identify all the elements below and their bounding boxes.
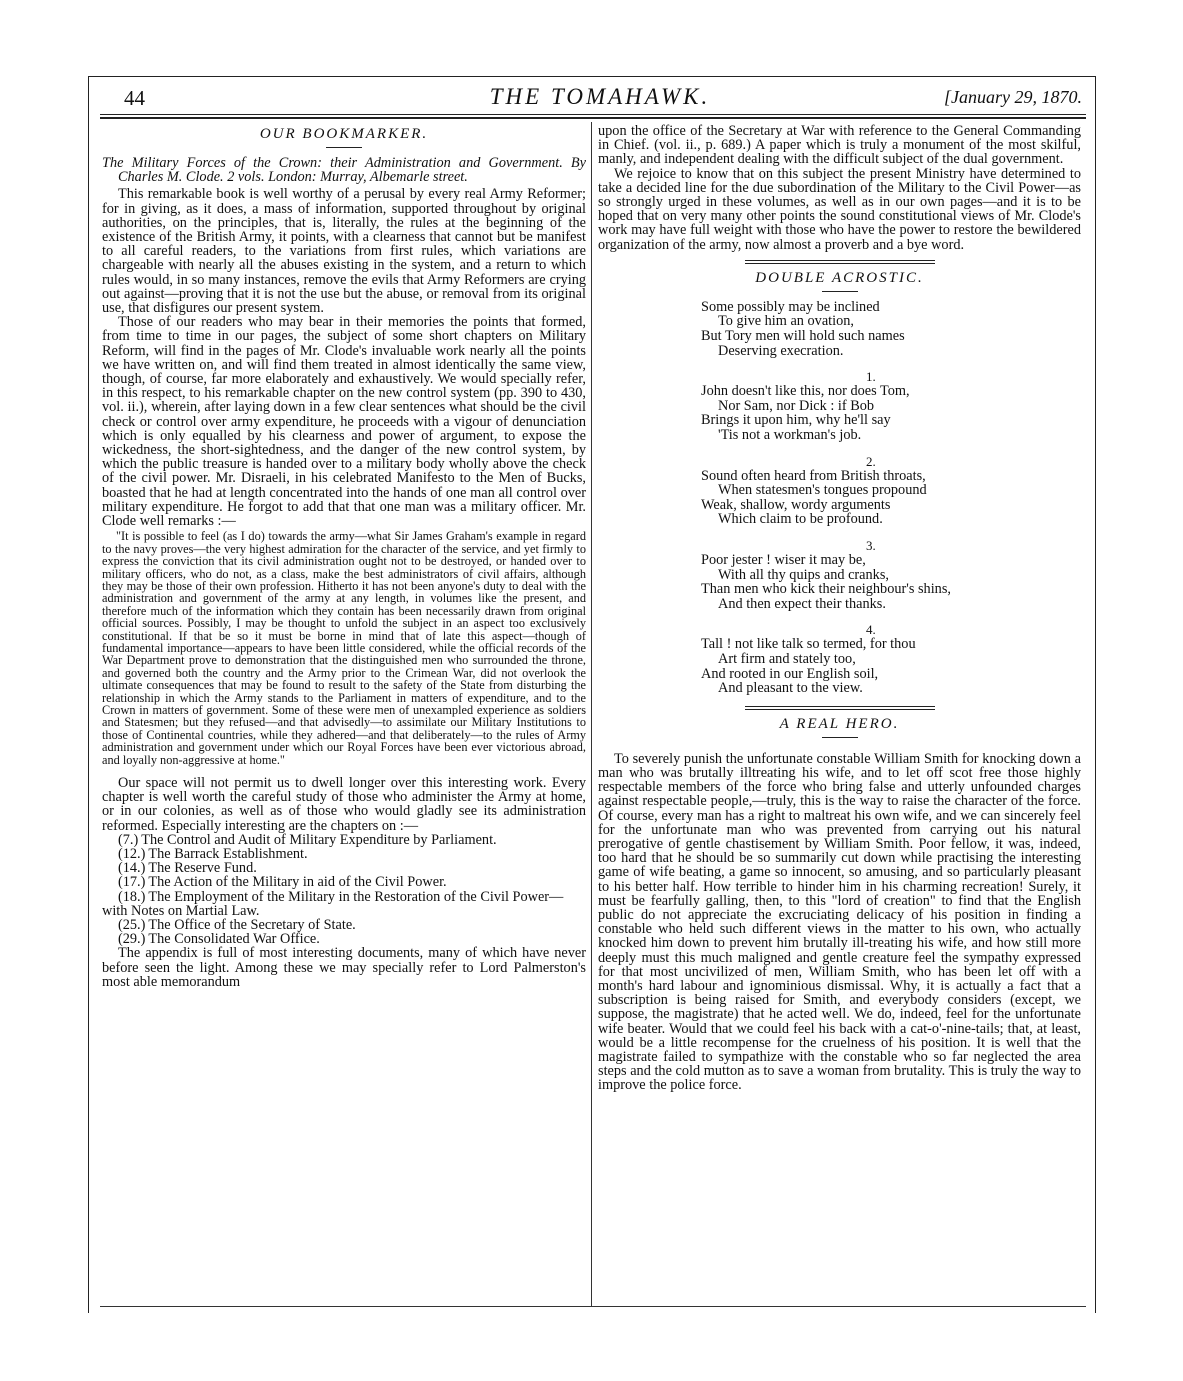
list-item: (18.) The Employment of the Military in the Restoration of the Civil Power—with Notes on Martial Law. xyxy=(102,888,564,919)
stanza-number: 1. xyxy=(866,369,876,385)
poem-line: Art firm and stately too, xyxy=(718,650,856,667)
poem-line: John doesn't like this, nor does Tom, xyxy=(701,383,910,400)
acrostic-poem xyxy=(598,300,1081,696)
column-divider xyxy=(591,122,592,1307)
hero-article: To severely punish the unfortunate constable William Smith for knocking down a man who was brutally illtreating his wife, and to let off scot free those highly respectable members of the force who bring false and utterly unfounded charges against respectable people,—truly, this is the way to raise the character of the force. Of course, every man has a right to maltreat his own wife, and we can sincerely feel for the unfortunate man who was prevented from carrying out his natural prerogative of gentle chastisement by William Smith. Poor fellow, it was, indeed, too hard that he should be so summarily cut down while practising the interesting game of wife beating, a game so innocent, so amusing, and so particularly pleasant to his better half. How terrible to hinder him in his charming recreation! Surely, it must be fearfully galling, then, to this "lord of creation" to find that the English public do not appreciate the excruciating delicacy of his position in finding a constable who held such different views in the matter to his own, who actually knocked him down to prevent him brutally ill-treating his wife, and how still more deeply must this much maligned and gentle creature feel the sympathy expressed for that most uncivilized of men, William Smith, who has been let off with a month's hard labour and ignominious dismissal. Why, it is actually a fact that a subscription is being raised for Smith, and everybody considers (except, we suppose, the magistrate) that he acted well. We do, indeed, feel for the unfortunate wife beater. Would that we could feel his back with a cat-o'-nine-tails; that, at least, would be a little recompense for the cruelness of his position. It is well that the magistrate failed to sympathize with the constable who so far neglected the area steps and the cold mutton as to save a woman from brutality. This is truly the way to improve the police force. xyxy=(598,750,1081,1094)
list-item: (25.) The Office of the Secretary of State. xyxy=(118,917,356,934)
acrostic-heading: DOUBLE ACROSTIC. xyxy=(755,269,924,286)
poem-line: Tall ! not like talk so termed, for thou xyxy=(701,636,916,653)
bookmarker-paragraph-3: Our space will not permit us to dwell longer over this interesting work. Every chapter is well worth the careful study of those who administer the Army at home, or in our colonies, as well as of those who would gladly see its administration reformed. Especially interesting are the chapters on :— xyxy=(102,775,586,834)
page-header xyxy=(118,84,1082,112)
bookmarker-paragraph-1: This remarkable book is well worthy of a perusal by every real Army Reformer; for in giving, as it does, a mass of information, supported throughout by original authorities, on the principles, that is, literally, the rules at the beginning of the existence of the British Army, it points, with a clearness that cannot but be manifest to all careful readers, to the variations from first rules, which variations are chargeable with nearly all the abuses existing in the system, and a return to which rules would, in so many instances, remove the evils that Army Reformers are crying out against—proving that it is not the use but the abuse, or removal from its original use, that disfigures our present system. xyxy=(102,186,586,317)
list-item: (14.) The Reserve Fund. xyxy=(118,860,257,877)
poem-line: And pleasant to the view. xyxy=(718,680,863,697)
list-item: (12.) The Barrack Establishment. xyxy=(118,846,308,863)
stanza-number: 2. xyxy=(866,453,876,469)
bookmarker-final: We rejoice to know that on this subject the present Ministry have determined to take a decided line for the due subordination of the Military to the Civil Power—as so strongly urged in these volumes, as well as in our own pages—and it is to be hoped that on very many other points the sound constitutional views of Mr. Clode's work may have full weight with those who have the power to restore the bewildered organization of the army, now almost a proverb and a bye word. xyxy=(598,165,1081,253)
bookmarker-closing: The appendix is full of most interesting documents, many of which have never before seen the light. Among these we may specially refer to Lord Palmerston's most able memorandum xyxy=(102,945,586,990)
header-rule xyxy=(100,114,1086,115)
poem-line: Some possibly may be inclined xyxy=(701,298,880,315)
poem-line: But Tory men will hold such names xyxy=(701,328,905,345)
stanza-number: 3. xyxy=(866,537,876,553)
heading-underline xyxy=(326,147,362,148)
header-rule-thick xyxy=(100,117,1086,119)
bookmarker-paragraph-2: Those of our readers who may bear in their memories the points that formed, from time to time in our pages, the subject of some short chapters on Military Reform, will find in the pages of Mr. Clode's invaluable work nearly all the points we have written on, and will find them treated in almost identically the same view, though, of course, far more elaborately and exhaustively. We would specially refer, in this respect, to his remarkable chapter on the new control system (pp. 390 to 430, vol. ii.), wherein, after laying down in a few clear sentences what should be the civil check or control over army expenditure, he proceeds with a vigour of denunciation which is only equalled by his clearness and power of argument, to expose the wickedness, the short-sightedness, and the danger of the new control system, by which the public treasure is handed over to a military body wholly above the check of the civil power. Mr. Disraeli, in his celebrated Manifesto to the Men of Bucks, boasted that he had at length concentrated into the hands of one man all control over military expenditure. He forgot to add that that one man was a military officer. Mr. Clode well remarks :— xyxy=(102,314,586,530)
poem-line: And then expect their thanks. xyxy=(718,595,886,612)
poem-line: To give him an ovation, xyxy=(718,313,854,330)
poem-line: Weak, shallow, wordy arguments xyxy=(701,496,891,513)
page-number: 44 xyxy=(124,86,145,110)
footer-rule xyxy=(100,1306,1086,1307)
poem-line: Deserving execration. xyxy=(718,342,844,359)
stanza-number: 4. xyxy=(866,622,876,638)
poem-line: Nor Sam, nor Dick : if Bob xyxy=(718,397,875,414)
poem-line: With all thy quips and cranks, xyxy=(718,566,889,583)
issue-date: [January 29, 1870. xyxy=(944,87,1082,107)
masthead-title: THE TOMAHAWK. xyxy=(489,84,711,109)
poem-line: Which claim to be profound. xyxy=(718,511,883,528)
right-column xyxy=(598,124,1081,1093)
bookmarker-continued: upon the office of the Secretary at War with reference to the General Commanding in Chief. (vol. ii., p. 689.) A paper which is truly a monument of the most skilful, manly, and independent dealing with the difficult subject of the dual government. xyxy=(598,123,1081,168)
chapter-list xyxy=(102,833,586,947)
list-item: (29.) The Consolidated War Office. xyxy=(118,931,320,948)
left-column xyxy=(102,124,586,989)
poem-line: And rooted in our English soil, xyxy=(701,665,879,682)
poem-line: Sound often heard from British throats, xyxy=(701,467,926,484)
heading-underline xyxy=(822,291,858,292)
poem-line: Poor jester ! wiser it may be, xyxy=(701,551,866,568)
poem-line: When statesmen's tongues propound xyxy=(718,482,927,499)
poem-line: Brings it upon him, why he'll say xyxy=(701,412,891,429)
poem-line: Than men who kick their neighbour's shins, xyxy=(701,581,951,598)
bookmarker-heading: OUR BOOKMARKER. xyxy=(259,126,429,142)
heading-underline xyxy=(822,737,858,738)
book-citation: The Military Forces of the Crown: their Administration and Government. By Charles M. Clode. 2 vols. London: Murray, Albemarle street. xyxy=(102,155,586,186)
list-item: (7.) The Control and Audit of Military Expenditure by Parliament. xyxy=(118,831,497,848)
clode-quotation: "It is possible to feel (as I do) towards the army—what Sir James Graham's example in regard to the navy proves—the very highest admiration for the character of the service, and yet firmly to express the conviction that its civil administration ought not to be destroyed, or handed over to military officers, who do not, as a class, make the best administrators of civil affairs, although they may be those of their own profession. Hitherto it has not been anyone's duty to deal with the administration and government of the army at any length, in volumes like the present, and therefore much of the information which they contain has been necessarily drawn from original official sources. Possibly, I may be thought to unfold the subject in an aspect too exclusively constitutional. If that be so it must be borne in mind that of late this aspect—though of fundamental importance—appears to have been little considered, while the official records of the War Department prove to demonstration that the distinguished men who surrounded the throne, and governed both the country and the Army prior to the Crimean War, did not overlook the ultimate consequences that may be found to result to the safety of the State from disturbing the relationship in which the Army stands to the Parliament in matters of expenditure, and to the Crown in matters of government. Some of these were men of unexampled experience as soldiers and Statesmen; but they refused—and that advisedly—to assimilate our Military Institutions to those of Continental countries, while they adhered—and that deliberately—to the rules of Army administration and government under which our Royal Forces have been ever victorious abroad, and loyally non-aggressive at home." xyxy=(102,529,586,767)
list-item: (17.) The Action of the Military in aid of the Civil Power. xyxy=(118,874,447,891)
poem-line: 'Tis not a workman's job. xyxy=(718,426,862,443)
hero-heading: A REAL HERO. xyxy=(779,715,900,732)
